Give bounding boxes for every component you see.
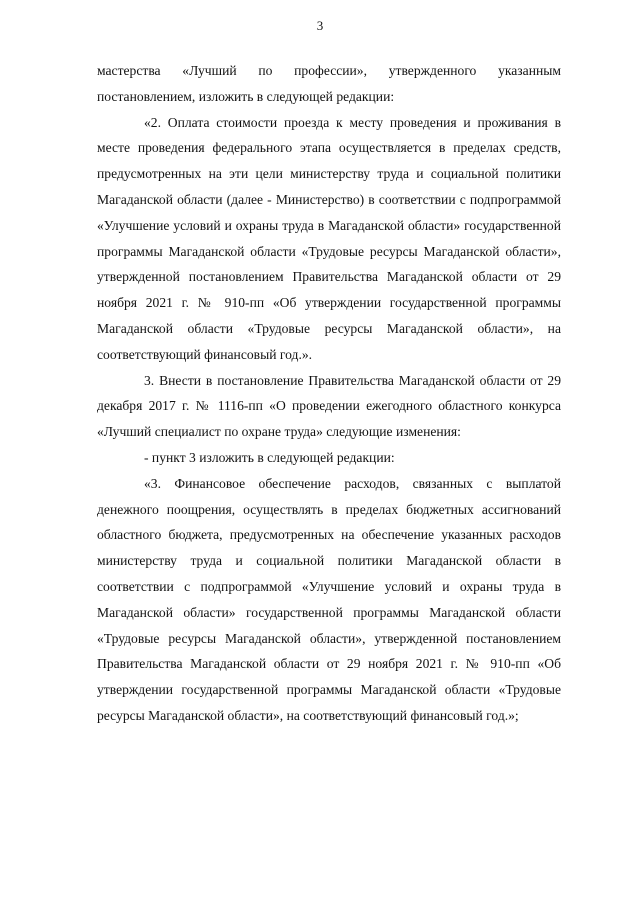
paragraph-item-3-subclause: - пункт 3 изложить в следующей редакции: (144, 449, 395, 465)
paragraph-item-3-amendment: 3. Внести в постановление Правительства Магаданской области от 29 декабря 2017 г. № 1116-пп «О проведении ежегодного областного конкурса «Лучший специалист по охране труда» следующие изменения: (97, 372, 561, 440)
paragraph-clause-3-financing: «3. Финансовое обеспечение расходов, связанных с выплатой денежного поощрения, осуществлять в пределах бюджетных ассигнований областного бюджета, предусмотренных на обеспечение указанных расходов министерству труда и социальной политики Магаданской области в соответствии с подпрограммой «Улучшение условий и охраны труда в Магаданской области» государственной программы Магаданской области «Трудовые ресурсы Магаданской области», утвержденной постановлением Правительства Магаданской области от 29 ноября 2021 г. № 910-пп «Об утверждении государственной программы Магаданской области «Трудовые ресурсы Магаданской области», на соответствующий финансовый год.»; (97, 475, 561, 723)
paragraph-clause-2-payment: «2. Оплата стоимости проезда к месту проведения и проживания в месте проведения федерального этапа осуществляется в пределах средств, предусмотренных на эти цели министерству труда и социальной политики Магаданской области (далее - Министерство) в соответствии с подпрограммой «Улучшение условий и охраны труда в Магаданской области» государственной программы Магаданской области «Трудовые ресурсы Магаданской области», утвержденной постановлением Правительства Магаданской области от 29 ноября 2021 г. № 910-пп «Об утверждении государственной программы Магаданской области «Трудовые ресурсы Магаданской области», на соответствующий финансовый год.». (97, 114, 561, 362)
paragraph-continuation: мастерства «Лучший по профессии», утвержденного указанным постановлением, изложить в следующей редакции: (97, 63, 561, 104)
document-body (97, 58, 561, 729)
page-number: 3 (316, 18, 324, 33)
